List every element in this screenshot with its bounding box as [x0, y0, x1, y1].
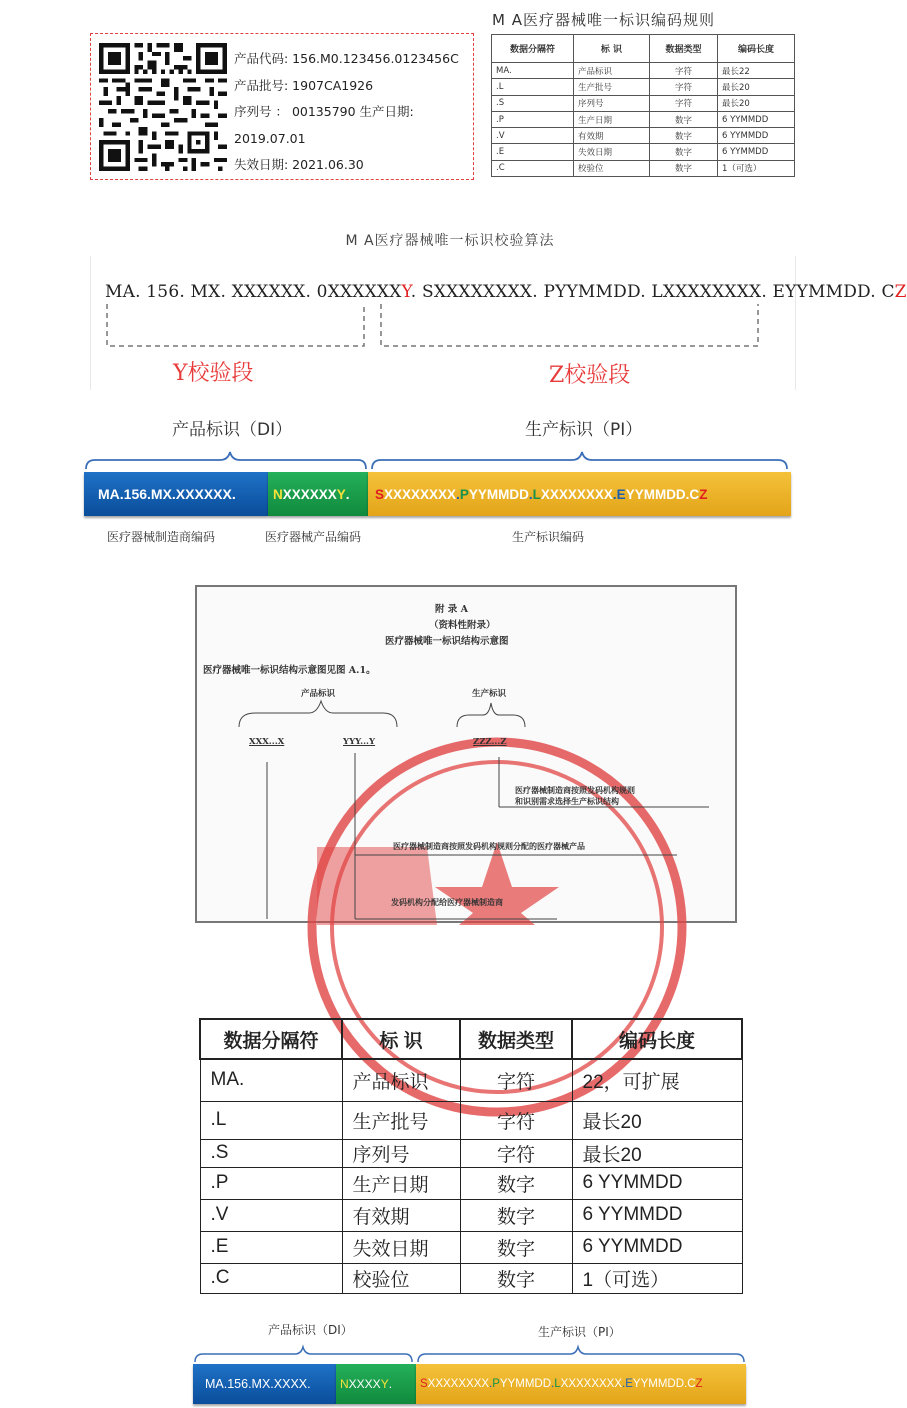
cell: 数字: [650, 111, 718, 127]
cell: 6 YYMMDD: [572, 1231, 742, 1263]
cell: 有效期: [342, 1199, 460, 1231]
z-segment-label: Z校验段: [549, 363, 631, 388]
manufacturer-code-segment: MA.156.MX.XXXXXX.: [84, 472, 268, 516]
manufacturer-code-caption: 医疗器械制造商编码: [107, 530, 216, 544]
n-char: N: [273, 486, 283, 502]
n-body: XXXXXX: [282, 486, 337, 502]
dot: .: [528, 486, 533, 502]
pi-header: 生产标识（PI）: [525, 420, 643, 440]
algo-code-z: Z: [894, 282, 907, 302]
z-char: Z: [695, 1378, 703, 1390]
cell: 数字: [460, 1199, 572, 1231]
algo-code-y: Y: [401, 282, 411, 302]
cell: .E: [492, 144, 574, 160]
table-header: 标 识: [574, 35, 650, 63]
table-header: 数据分隔符: [492, 35, 574, 63]
appendix-heading: 附 录 A: [435, 604, 468, 615]
cell: .L: [200, 1101, 342, 1139]
cell: 最长20: [718, 95, 795, 111]
cell: 字符: [460, 1101, 572, 1139]
cell: 序列号: [342, 1139, 460, 1167]
cell: .S: [492, 95, 574, 111]
s-body: XXXXXXXX: [427, 1378, 490, 1390]
di-label: 产品标识: [301, 689, 336, 699]
cell: 数字: [650, 144, 718, 160]
note-manufacturer-code: 发码机构分配给医疗器械制造商: [391, 897, 503, 907]
cell: .E: [200, 1231, 342, 1263]
s-char: S: [420, 1378, 428, 1390]
product-code-caption: 医疗器械产品编码: [265, 530, 362, 544]
cell: 字符: [460, 1059, 572, 1101]
table-row: [200, 1167, 742, 1199]
algo-code-part2: . SXXXXXXXX. PYYMMDD. LXXXXXXXX. EYYMMDD. C: [410, 282, 895, 302]
l-char: L: [554, 1378, 561, 1390]
cell: 1（可选）: [572, 1263, 742, 1293]
di-header-bottom: 产品标识（DI）: [268, 1323, 353, 1337]
s-char: S: [375, 486, 385, 502]
cell: .V: [492, 128, 574, 144]
e-char: E: [616, 486, 626, 502]
table-header: 数据类型: [460, 1019, 572, 1059]
table-header: 数据类型: [650, 35, 718, 63]
manufacturer-code-segment-bottom: MA.156.MX.XXXX.: [193, 1364, 336, 1404]
p-char: P: [492, 1378, 500, 1390]
cell: 校验位: [574, 160, 650, 176]
cell: 6 YYMMDD: [718, 144, 795, 160]
cell: 校验位: [342, 1263, 460, 1293]
n-char: N: [340, 1377, 349, 1391]
l-body: XXXXXXXX: [540, 486, 613, 502]
standard-appendix-scan: [195, 585, 737, 923]
cell: 序列号: [574, 95, 650, 111]
structure-diagram-lines: [197, 587, 739, 925]
production-id-segment-bottom: [416, 1364, 746, 1404]
table-header: 编码长度: [718, 35, 795, 63]
cell: 数字: [460, 1263, 572, 1293]
dot: .: [456, 486, 460, 502]
cell: MA.: [492, 63, 574, 79]
dot: .: [388, 1377, 393, 1391]
rules-title: M A医疗器械唯一标识编码规则: [492, 11, 715, 29]
table-row: [200, 1199, 742, 1231]
cell: 6 YYMMDD: [718, 128, 795, 144]
serial-and-production-date: 序列号 ： 00135790 生产日期:: [234, 104, 414, 119]
e-body: YYMMDD.C: [625, 486, 700, 502]
cell: 生产批号: [342, 1101, 460, 1139]
cell: 数字: [460, 1231, 572, 1263]
product-code-segment-bottom: [336, 1364, 416, 1404]
table-row: [200, 1139, 742, 1167]
note-product-code: 医疗器械制造商按照发码机构规则分配的医疗器械产品: [393, 841, 585, 851]
product-code: 产品代码: 156.M0.123456.0123456C: [234, 51, 459, 66]
cell: 生产批号: [574, 79, 650, 95]
cell: 字符: [650, 79, 718, 95]
cell: 最长20: [718, 79, 795, 95]
l-char: L: [532, 486, 541, 502]
p-body: YYMMDD: [468, 486, 529, 502]
cell: 失效日期: [342, 1231, 460, 1263]
cell: 失效日期: [574, 144, 650, 160]
appendix-type: （资料性附录）: [429, 620, 496, 631]
expiry-date: 失效日期: 2021.06.30: [234, 157, 364, 172]
product-code-segment: [268, 472, 368, 516]
cell: 最长20: [572, 1139, 742, 1167]
table-row: [200, 1263, 742, 1293]
cell: .V: [200, 1199, 342, 1231]
cell: 有效期: [574, 128, 650, 144]
cell: .S: [200, 1139, 342, 1167]
p-char: P: [459, 486, 469, 502]
cell: .L: [492, 79, 574, 95]
y-char: Y: [336, 486, 346, 502]
cell: .P: [200, 1167, 342, 1199]
table-row: [200, 1231, 742, 1263]
cell: 字符: [460, 1139, 572, 1167]
dot: .: [612, 486, 617, 502]
appendix-intro: 医疗器械唯一标识结构示意图见图 A.1。: [203, 665, 376, 676]
note-pi-structure-1: 医疗器械制造商按照发码机构规则: [515, 785, 635, 795]
pi-label: 生产标识: [472, 689, 507, 699]
table-header: 编码长度: [572, 1019, 742, 1059]
xxx-segment: XXX...X: [249, 737, 285, 747]
rules-table-large: [199, 1018, 743, 1294]
di-pi-braces: [0, 0, 900, 480]
y-char: Y: [380, 1377, 389, 1391]
p-body: YYMMDD: [499, 1378, 552, 1390]
cell: 22，可扩展: [572, 1059, 742, 1101]
dot: .: [489, 1378, 493, 1390]
cell: 最长20: [572, 1101, 742, 1139]
production-id-segment: [368, 472, 791, 516]
table-header: 标 识: [342, 1019, 460, 1059]
table-row: [200, 1059, 742, 1101]
s-body: XXXXXXXX: [384, 486, 457, 502]
cell: 1（可选）: [718, 160, 795, 176]
production-id-caption: 生产标识编码: [512, 530, 585, 544]
z-char: Z: [699, 486, 708, 502]
cell: 产品标识: [574, 63, 650, 79]
cell: 产品标识: [342, 1059, 460, 1101]
cell: 字符: [650, 95, 718, 111]
algo-code-part1: MA. 156. MX. XXXXXX. 0XXXXXX: [105, 282, 402, 302]
table-row: [200, 1101, 742, 1139]
cell: 数字: [460, 1167, 572, 1199]
yyy-segment: YYY...Y: [343, 737, 376, 747]
table-header: 数据分隔符: [200, 1019, 342, 1059]
cell: 数字: [650, 128, 718, 144]
dot: .: [345, 486, 350, 502]
e-body: YYMMDD.C: [632, 1378, 696, 1390]
dot: .: [551, 1378, 555, 1390]
cell: 6 YYMMDD: [572, 1199, 742, 1231]
cell: 数字: [650, 160, 718, 176]
cell: 生产日期: [574, 111, 650, 127]
algo-title: M A医疗器械唯一标识校验算法: [345, 233, 555, 249]
l-body: XXXXXXXX: [560, 1378, 623, 1390]
cell: 生产日期: [342, 1167, 460, 1199]
y-segment-label: Y校验段: [173, 361, 254, 386]
cell: 6 YYMMDD: [718, 111, 795, 127]
note-pi-structure-2: 和识别需求选择生产标识结构: [515, 796, 619, 806]
batch-number: 产品批号: 1907CA1926: [234, 77, 374, 93]
cell: .C: [200, 1263, 342, 1293]
zzz-segment: ZZZ...Z: [473, 737, 507, 747]
dot: .: [622, 1378, 626, 1390]
pi-header-bottom: 生产标识（PI）: [538, 1325, 621, 1339]
cell: 最长22: [718, 63, 795, 79]
production-date-value: 2019.07.01: [234, 130, 306, 146]
cell: .P: [492, 111, 574, 127]
cell: 字符: [650, 63, 718, 79]
appendix-title: 医疗器械唯一标识结构示意图: [385, 636, 509, 647]
cell: MA.: [200, 1059, 342, 1101]
cell: 6 YYMMDD: [572, 1167, 742, 1199]
n-body: XXXX: [348, 1377, 381, 1391]
di-header: 产品标识（DI）: [172, 420, 293, 440]
cell: .C: [492, 160, 574, 176]
e-char: E: [625, 1378, 633, 1390]
